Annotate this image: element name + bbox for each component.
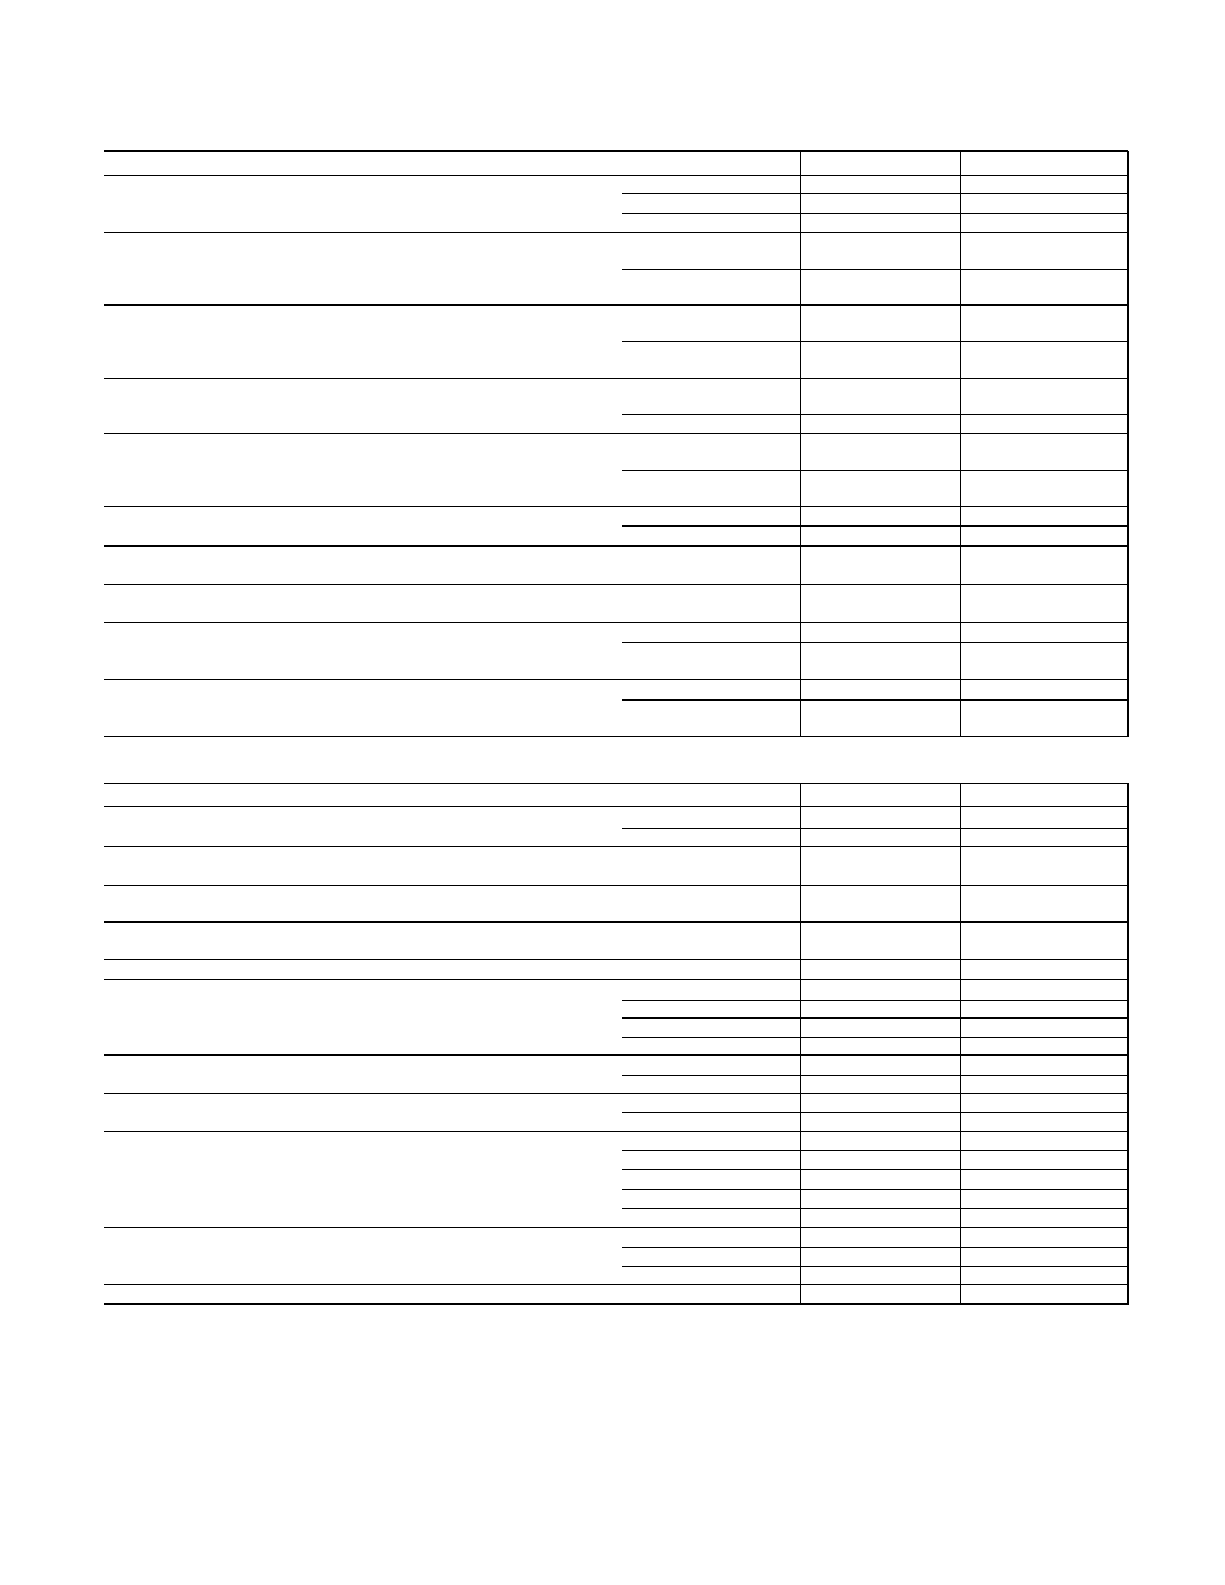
sub-row-rule: [622, 341, 1128, 342]
sub-row-rule: [622, 1169, 1128, 1170]
table-rule: [104, 846, 1128, 847]
sub-row-rule: [622, 525, 1128, 527]
table-rule: [104, 736, 1128, 737]
table-rule: [104, 979, 1128, 980]
sub-row-rule: [622, 470, 1128, 471]
sub-row-rule: [622, 1189, 1128, 1190]
sub-row-rule: [622, 1000, 1128, 1001]
table-right-border: [1127, 151, 1129, 737]
sub-row-rule: [622, 1266, 1128, 1267]
sub-row-rule: [622, 193, 1128, 194]
table-rule: [104, 150, 1128, 152]
sub-row-rule: [622, 699, 1128, 701]
sub-row-rule: [622, 1208, 1128, 1209]
table-rule: [104, 506, 1128, 507]
table-rule: [104, 1093, 1128, 1094]
table-rule: [104, 959, 1128, 960]
table-rule: [104, 921, 1128, 923]
sub-row-rule: [622, 1017, 1128, 1019]
column-divider: [800, 151, 801, 737]
table-rule: [104, 806, 1128, 807]
column-divider: [960, 783, 961, 1305]
sub-row-rule: [622, 269, 1128, 270]
table-rule: [104, 1303, 1128, 1305]
column-divider: [800, 783, 801, 1305]
sub-row-rule: [622, 1247, 1128, 1248]
table-rule: [104, 304, 1128, 306]
table-rule: [104, 1054, 1128, 1056]
sub-row-rule: [622, 1150, 1128, 1151]
table-rule: [104, 622, 1128, 623]
table-rule: [104, 783, 1128, 784]
table-rule: [104, 378, 1128, 379]
table-right-border: [1127, 783, 1129, 1305]
table-rule: [104, 1227, 1128, 1228]
table-rule: [104, 175, 1128, 176]
sub-row-rule: [622, 828, 1128, 829]
column-divider: [960, 151, 961, 737]
table-rule: [104, 232, 1128, 233]
table-rule: [104, 545, 1128, 547]
sub-row-rule: [622, 1037, 1128, 1038]
sub-row-rule: [622, 213, 1128, 214]
sub-row-rule: [622, 414, 1128, 415]
table-rule: [104, 885, 1128, 886]
sub-row-rule: [622, 1112, 1128, 1113]
table-rule: [104, 1131, 1128, 1132]
sub-row-rule: [622, 642, 1128, 643]
table-rule: [104, 1284, 1128, 1285]
table-rule: [104, 679, 1128, 680]
sub-row-rule: [622, 1075, 1128, 1076]
table-rule: [104, 433, 1128, 434]
table-rule: [104, 584, 1128, 585]
